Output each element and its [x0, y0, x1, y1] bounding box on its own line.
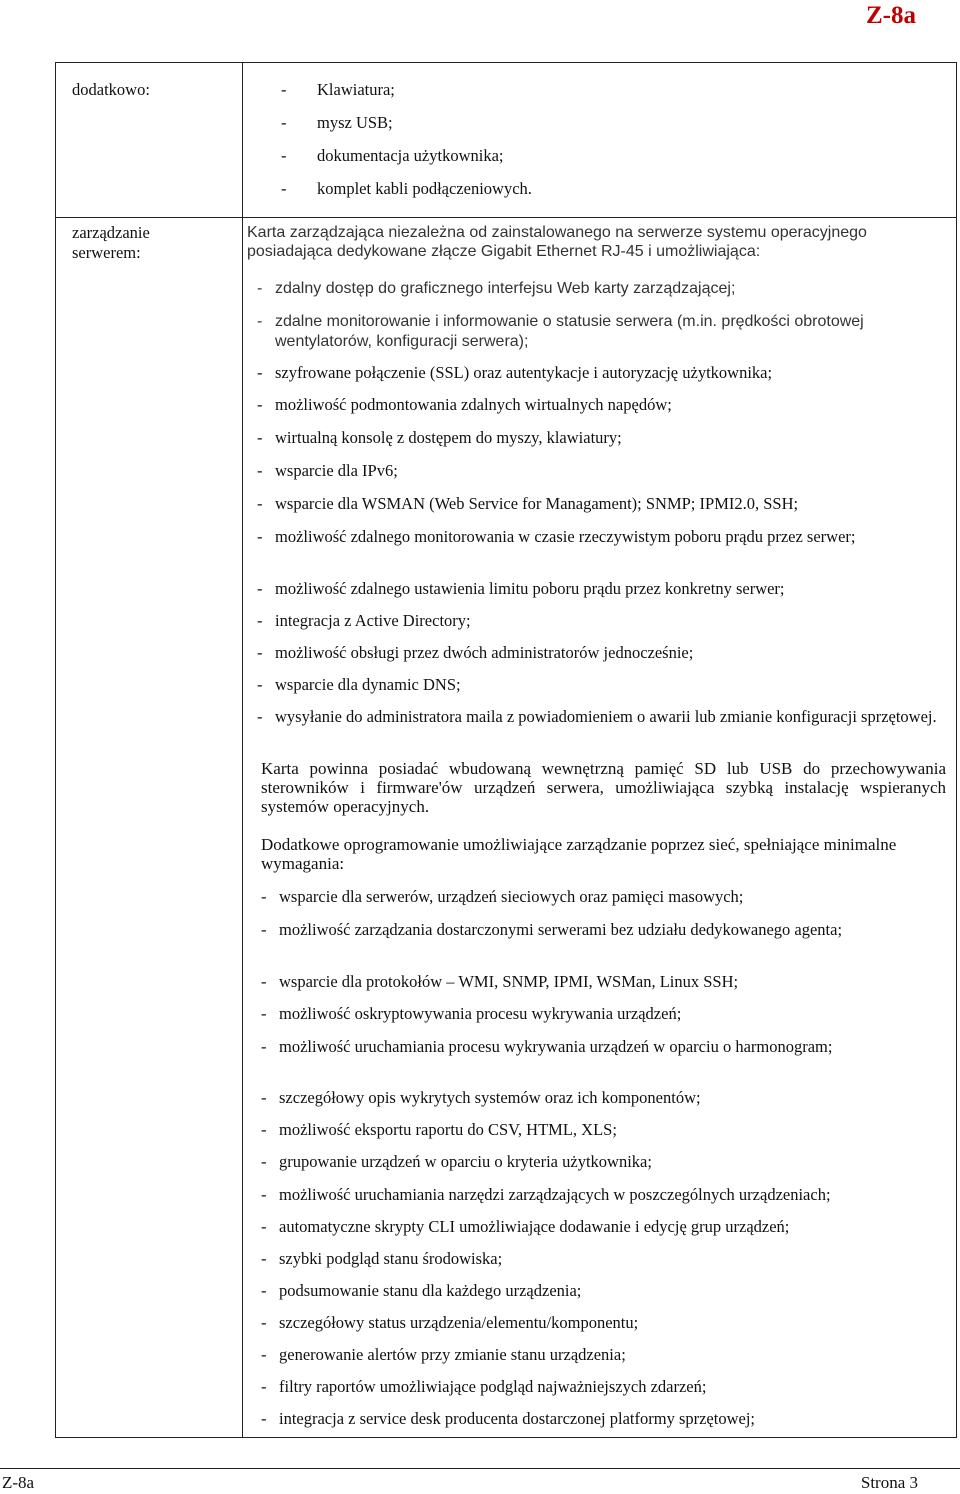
list-item: - zdalne monitorowanie i informowanie o statusie serwera (m.in. prędkości obrotowej wentylatorów, konfiguracji serwera);: [257, 313, 864, 350]
list-item: - możliwość uruchamiania narzędzi zarządzających w poszczególnych urządzeniach;: [261, 1185, 831, 1204]
list-item: - możliwość zarządzania dostarczonymi serwerami bez udziału dedykowanego agenta;: [261, 920, 843, 939]
list-item: - zdalny dostęp do graficznego interfejsu Web karty zarządzającej;: [257, 280, 736, 297]
document-code: Z-8a: [866, 2, 916, 29]
software-intro-paragraph: Dodatkowe oprogramowanie umożliwiające zarządzanie poprzez sieć, spełniające minimalne wymagania:: [261, 835, 897, 873]
intro-paragraph: Karta zarządzająca niezależna od zainstalowanego na serwerze systemu operacyjnego posiadająca dedykowane złącze Gigabit Ethernet RJ-45 i umożliwiająca:: [247, 224, 867, 260]
list-item: - mysz USB;: [281, 113, 393, 132]
list-item: - szczegółowy opis wykrytych systemów oraz ich komponentów;: [261, 1088, 701, 1107]
list-item: - szyfrowane połączenie (SSL) oraz autentykacje i autoryzację użytkownika;: [257, 363, 773, 382]
list-item: - wirtualną konsolę z dostępem do myszy, klawiatury;: [257, 428, 622, 447]
footer-doc-code: Z-8a: [2, 1473, 35, 1492]
list-item: - wysyłanie do administratora maila z powiadomieniem o awarii lub zmianie konfiguracji sprzętowej.: [257, 707, 937, 726]
list-item: - dokumentacja użytkownika;: [281, 146, 504, 165]
list-item: - możliwość oskryptowywania procesu wykrywania urządzeń;: [261, 1004, 682, 1023]
list-item: - filtry raportów umożliwiające podgląd najważniejszych zdarzeń;: [261, 1377, 707, 1396]
list-item: - podsumowanie stanu dla każdego urządzenia;: [261, 1281, 582, 1300]
list-item: - możliwość uruchamiania procesu wykrywania urządzeń w oparciu o harmonogram;: [261, 1037, 833, 1056]
list-item: - Klawiatura;: [281, 80, 395, 99]
accessory-list: [243, 80, 956, 212]
list-item: - wsparcie dla WSMAN (Web Service for Managament); SNMP; IPMI2.0, SSH;: [257, 494, 799, 513]
list-item: - komplet kabli podłączeniowych.: [281, 179, 532, 198]
list-item: - możliwość podmontowania zdalnych wirtualnych napędów;: [257, 395, 672, 414]
list-item: - wsparcie dla dynamic DNS;: [257, 675, 461, 694]
list-item: - możliwość zdalnego monitorowania w czasie rzeczywistym poboru prądu przez serwer;: [257, 527, 856, 546]
footer-divider: [0, 1468, 960, 1469]
spec-table: [55, 62, 957, 1438]
list-item: - możliwość obsługi przez dwóch administratorów jednocześnie;: [257, 643, 694, 662]
label-line: zarządzanie: [72, 223, 150, 242]
row-content-dodatkowo: [243, 80, 956, 212]
list-item: - automatyczne skrypty CLI umożliwiające dodawanie i edycję grup urządzeń;: [261, 1217, 790, 1236]
label-line: serwerem:: [72, 243, 141, 262]
row-label-dodatkowo: dodatkowo:: [72, 80, 150, 99]
list-item: - szczegółowy status urządzenia/elementu/komponentu;: [261, 1313, 639, 1332]
list-item: - wsparcie dla serwerów, urządzeń sieciowych oraz pamięci masowych;: [261, 887, 744, 906]
row-divider: [56, 217, 956, 218]
list-item: - generowanie alertów przy zmianie stanu urządzenia;: [261, 1345, 626, 1364]
row-label-zarzadzanie: [72, 223, 150, 263]
sd-card-paragraph: Karta powinna posiadać wbudowaną wewnętrzną pamięć SD lub USB do przechowywania sterowników i firmware'ów urządzeń serwera, umożliwiająca szybką instalację wspieranych systemów operacyjnych.: [261, 759, 946, 816]
list-item: - integracja z service desk producenta dostarczonej platformy sprzętowej;: [261, 1409, 756, 1428]
page-footer: [2, 1473, 918, 1493]
list-item: - szybki podgląd stanu środowiska;: [261, 1249, 503, 1268]
list-item: - grupowanie urządzeń w oparciu o kryteria użytkownika;: [261, 1152, 652, 1171]
list-item: - integracja z Active Directory;: [257, 611, 471, 630]
list-item: - możliwość eksportu raportu do CSV, HTML, XLS;: [261, 1120, 617, 1139]
list-item: - możliwość zdalnego ustawienia limitu poboru prądu przez konkretny serwer;: [257, 579, 785, 598]
row-content-zarzadzanie: [243, 223, 956, 1437]
list-item: - wsparcie dla IPv6;: [257, 461, 398, 480]
list-item: - wsparcie dla protokołów – WMI, SNMP, IPMI, WSMan, Linux SSH;: [261, 972, 739, 991]
page-number: Strona 3: [860, 1473, 918, 1492]
